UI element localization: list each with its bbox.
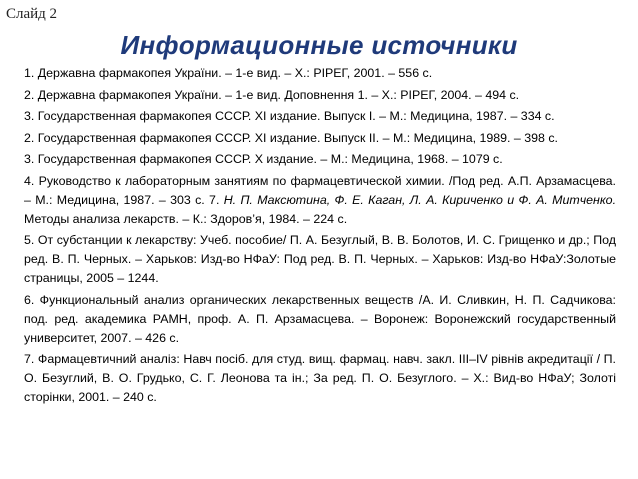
reference-authors-italic: Н. П. Максютина, Ф. Е. Каган, Л. А. Кириченко и Ф. А. Митченко. — [223, 192, 617, 207]
reference-item: 2. Государственная фармакопея СССР. XI издание. Выпуск II. – М.: Медицина, 1989. – 398 с. — [24, 130, 559, 145]
reference-item: 1. Державна фармакопея України. – 1-е вид. – Х.: РІРЕГ, 2001. – 556 с. — [24, 66, 433, 80]
slide-number-label: Слайд 2 — [6, 6, 58, 22]
reference-item — [24, 172, 616, 229]
slide-title: Информационные источники — [120, 30, 518, 60]
reference-text: Методы анализа лекарств. – К.: Здоров’я, 1984. – 224 с. — [24, 211, 348, 226]
reference-item: 7. Фармацевтичний аналіз: Навч посіб. для студ. вищ. фармац. навч. закл. III–IV рівнів акредитації / П. О. Безуглий, В. О. Грудько, С. Г. Леонова та ін.; За ред. П. О. Безуглого. – Х.: Вид-во НФаУ; Золоті сторінки, 2001. – 240 с. — [24, 352, 616, 404]
reference-item: 2. Державна фармакопея України. – 1-е вид. Доповнення 1. – Х.: РІРЕГ, 2004. – 494 с. — [24, 87, 520, 102]
reference-item: 3. Государственная фармакопея СССР. X издание. – М.: Медицина, 1968. – 1079 с. — [24, 152, 503, 166]
reference-item: 3. Государственная фармакопея СССР. XI издание. Выпуск I. – М.: Медицина, 1987. – 334 с. — [24, 109, 555, 123]
reference-item: 5. От субстанции к лекарству: Учеб. пособие/ П. А. Безуглый, В. В. Болотов, И. С. Грищенко и др.; Под ред. В. П. Черных. – Харьков: Изд-во НФаУ: Под ред. В. П. Черных. – Харьков: Изд-во НФаУ:Золотые страницы, 2005 – 1244. — [24, 233, 616, 285]
reference-list — [24, 64, 616, 410]
reference-text: 4. Руководство к лабораторным занятиям по фармацевтической химии. /Под ред. А.П. Арзамасцева. – М.: Медицина, 1987. – 303 с. 7. — [24, 173, 616, 207]
reference-item: 6. Функциональный анализ органических лекарственных веществ /А. И. Сливкин, Н. П. Садчикова: под. ред. академика РАМН, проф. А. П. Арзамасцева. – Воронеж: Воронежский государственный университет, 2007. – 426 с. — [24, 292, 616, 345]
